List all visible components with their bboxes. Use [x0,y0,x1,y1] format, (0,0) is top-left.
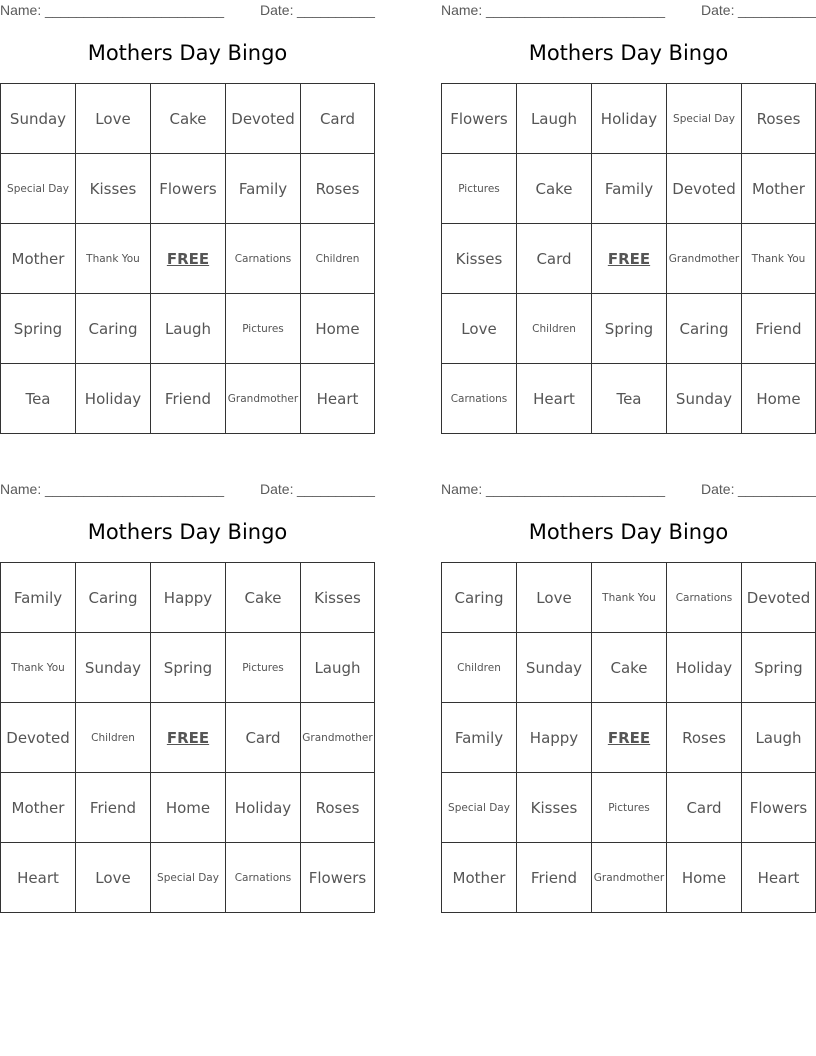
bingo-cell: Carnations [667,563,742,633]
bingo-cell: Devoted [1,703,76,773]
bingo-cell: Kisses [76,154,151,224]
card-header-fields [0,479,375,501]
bingo-cell: Tea [592,364,667,433]
bingo-cell: Sunday [1,84,76,154]
bingo-cell: Family [226,154,301,224]
date-label: Date: [260,2,294,18]
card-header-fields [441,479,816,501]
card-title: Mothers Day Bingo [528,520,729,544]
bingo-cell: Heart [517,364,592,433]
bingo-cell: Roses [742,84,815,154]
bingo-cell: Children [301,224,374,294]
bingo-cell: Pictures [226,633,301,703]
bingo-cell: Kisses [301,563,374,633]
bingo-cell: Carnations [226,843,301,912]
bingo-cell: Heart [757,868,800,887]
card-header-fields [441,0,816,22]
bingo-cell: Grandmother [592,843,667,912]
bingo-cell: Love [76,84,151,154]
bingo-cell: Laugh [517,84,592,154]
bingo-cell: Friend [742,294,815,364]
bingo-cell: Heart [1,843,76,912]
bingo-cell: Cake [151,84,226,154]
bingo-cell: Sunday [667,364,742,433]
name-field[interactable]: _______________________ [45,2,225,18]
bingo-cell: Family [592,154,667,224]
bingo-cell: Grandmother [301,703,374,773]
bingo-cell: Grandmother [226,364,301,433]
card-header-fields [0,0,375,22]
name-field[interactable]: _______________________ [45,481,225,497]
date-field[interactable]: __________ [297,481,375,497]
bingo-grid [0,562,375,913]
date-label: Date: [260,481,294,497]
bingo-cell: Children [517,294,592,364]
bingo-cell: Laugh [301,633,374,703]
bingo-cell: Caring [667,294,742,364]
bingo-cell: Holiday [226,773,301,843]
bingo-cell: Roses [301,773,374,843]
bingo-cell: Family [442,703,517,773]
bingo-cell: Holiday [76,364,151,433]
bingo-cell: Thank You [742,224,815,294]
bingo-cell: Friend [76,773,151,843]
bingo-cell: Cake [592,633,667,703]
bingo-cell: Roses [667,703,742,773]
name-label: Name: [0,2,42,18]
bingo-cell: Thank You [592,563,667,633]
bingo-grid [0,83,375,434]
bingo-cell: Caring [76,563,151,633]
bingo-cell: Card [226,703,301,773]
bingo-cell: Tea [1,364,76,433]
bingo-cell: Laugh [742,703,815,773]
bingo-cell: Special Day [1,154,76,224]
bingo-cell: Friend [151,364,226,433]
bingo-cell: Pictures [442,154,517,224]
bingo-cell: Mother [1,224,76,294]
bingo-cell: Roses [301,154,374,224]
bingo-cell: Flowers [308,868,367,887]
bingo-cell: Mother [742,154,815,224]
bingo-cell: Love [76,843,151,912]
bingo-cell: Carnations [442,364,517,433]
bingo-cell: Mother [442,843,517,912]
bingo-cell: Card [667,773,742,843]
bingo-cell: Home [151,773,226,843]
bingo-cell: Caring [76,294,151,364]
card-title: Mothers Day Bingo [87,41,288,65]
bingo-cell: Holiday [592,84,667,154]
bingo-cell: Home [301,294,374,364]
bingo-cell: Spring [742,633,815,703]
bingo-cell: Spring [151,633,226,703]
bingo-cell: Flowers [151,154,226,224]
bingo-cell: Home [756,389,801,408]
name-label: Name: [0,481,42,497]
bingo-cell: Kisses [442,224,517,294]
bingo-cell: Mother [1,773,76,843]
bingo-cell: Friend [517,843,592,912]
bingo-cell: Family [1,563,76,633]
bingo-cell: Children [442,633,517,703]
bingo-cell: Special Day [667,84,742,154]
free-space: FREE [592,703,667,773]
card-title: Mothers Day Bingo [87,520,288,544]
name-field[interactable]: _______________________ [486,481,666,497]
bingo-cell: Laugh [151,294,226,364]
date-field[interactable]: __________ [738,481,816,497]
bingo-cell: Flowers [742,773,815,843]
bingo-cell: Thank You [76,224,151,294]
bingo-cell: Devoted [742,563,815,633]
bingo-cell: Children [76,703,151,773]
name-label: Name: [441,481,483,497]
free-space: FREE [592,224,667,294]
bingo-cell: Spring [592,294,667,364]
bingo-cell: Cake [226,563,301,633]
card-title: Mothers Day Bingo [528,41,729,65]
bingo-cell: Grandmother [667,224,742,294]
bingo-cell: Pictures [592,773,667,843]
bingo-cell: Happy [151,563,226,633]
bingo-cell: Devoted [226,84,301,154]
bingo-cell: Kisses [517,773,592,843]
bingo-cell: Card [301,84,374,154]
bingo-cell: Thank You [1,633,76,703]
date-field[interactable]: __________ [297,2,375,18]
bingo-cell: Card [517,224,592,294]
name-label: Name: [441,2,483,18]
bingo-cell: Cake [517,154,592,224]
bingo-cell: Flowers [442,84,517,154]
bingo-cell: Pictures [226,294,301,364]
bingo-cell: Special Day [442,773,517,843]
bingo-cell: Holiday [667,633,742,703]
bingo-cell: Special Day [151,843,226,912]
date-field[interactable]: __________ [738,2,816,18]
bingo-cell: Caring [442,563,517,633]
bingo-cell: Home [667,843,742,912]
date-label: Date: [701,2,735,18]
date-label: Date: [701,481,735,497]
bingo-grid [441,562,816,913]
bingo-cell: Love [517,563,592,633]
bingo-cell: Carnations [226,224,301,294]
bingo-cell: Spring [1,294,76,364]
name-field[interactable]: _______________________ [486,2,666,18]
bingo-cell: Heart [316,389,359,408]
bingo-cell: Devoted [667,154,742,224]
free-space: FREE [151,224,226,294]
bingo-cell: Sunday [76,633,151,703]
free-space: FREE [151,703,226,773]
bingo-cell: Love [442,294,517,364]
bingo-cell: Sunday [517,633,592,703]
bingo-cell: Happy [517,703,592,773]
bingo-grid [441,83,816,434]
